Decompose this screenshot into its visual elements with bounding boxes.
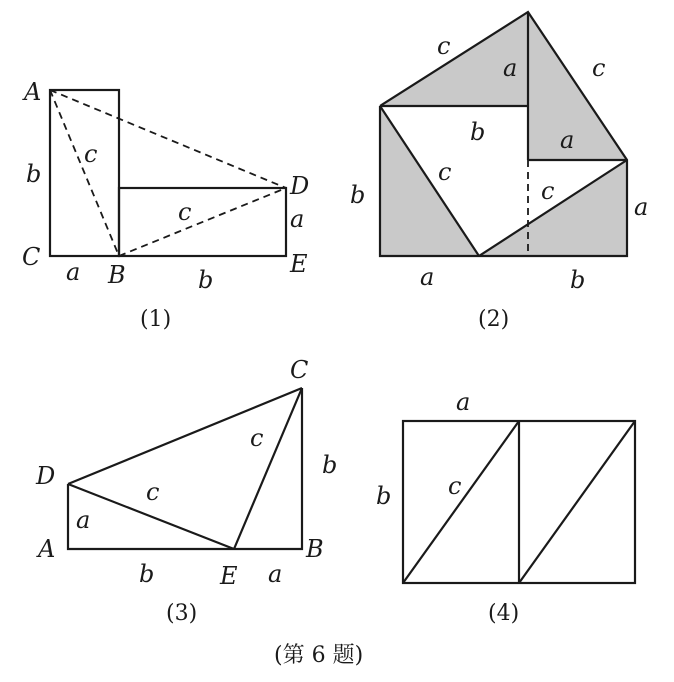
fig4-diagonal-left [403,421,519,583]
fig1-label-a-right: a [290,205,305,233]
fig1-point-D: D [290,172,310,200]
fig3-caption: (3) [166,601,198,626]
fig3-point-D: D [36,462,56,490]
fig2-label-a-bottom: a [420,263,435,291]
fig1-segment-BD [119,188,286,256]
fig2-label-b-bottom: b [570,266,586,294]
fig1-point-C: C [22,243,41,271]
fig2-label-c-inner-right: c [541,177,555,205]
fig1-label-c-AB: c [84,140,98,168]
fig1-caption: (1) [140,307,172,332]
fig2-label-a-right: a [634,193,649,221]
fig2-label-b-inner: b [470,118,486,146]
fig4-caption: (4) [488,601,520,626]
figure-1 [22,78,309,332]
fig3-label-b-right: b [322,451,338,479]
fig3-label-a-left: a [76,506,91,534]
fig1-label-b-left: b [26,160,42,188]
fig4-diagonal-right [519,421,635,583]
fig4-label-b-left: b [376,482,392,510]
fig3-point-A: A [38,535,56,563]
fig1-label-c-BD: c [178,198,192,226]
fig4-label-c-diag: c [448,472,462,500]
fig3-point-C: C [290,356,309,384]
fig3-label-c-DE: c [146,478,160,506]
fig3-label-a-bottom: a [268,560,283,588]
fig2-label-c-inner-left: c [438,158,452,186]
fig1-point-A: A [24,78,42,106]
fig2-label-a-top: a [503,54,518,82]
fig3-point-E: E [220,562,238,590]
fig1-point-E: E [290,250,308,278]
fig1-label-b-bottom: b [198,266,214,294]
fig2-label-a-inner: a [560,126,575,154]
fig3-point-B: B [306,535,324,563]
figure-3 [35,356,337,626]
fig1-label-a-bottom: a [66,258,81,286]
fig2-label-c-top-right: c [592,54,606,82]
fig3-label-b-bottom: b [139,560,155,588]
figure-4 [376,388,635,626]
fig2-caption: (2) [478,307,510,332]
figure-2 [350,12,648,332]
fig1-point-B: B [108,261,126,289]
fig2-label-c-top-left: c [437,32,451,60]
fig3-label-c-CE: c [250,424,264,452]
problem-title: (第 6 题) [274,643,364,668]
fig4-label-a-top: a [456,388,471,416]
fig2-label-b-left: b [350,181,366,209]
